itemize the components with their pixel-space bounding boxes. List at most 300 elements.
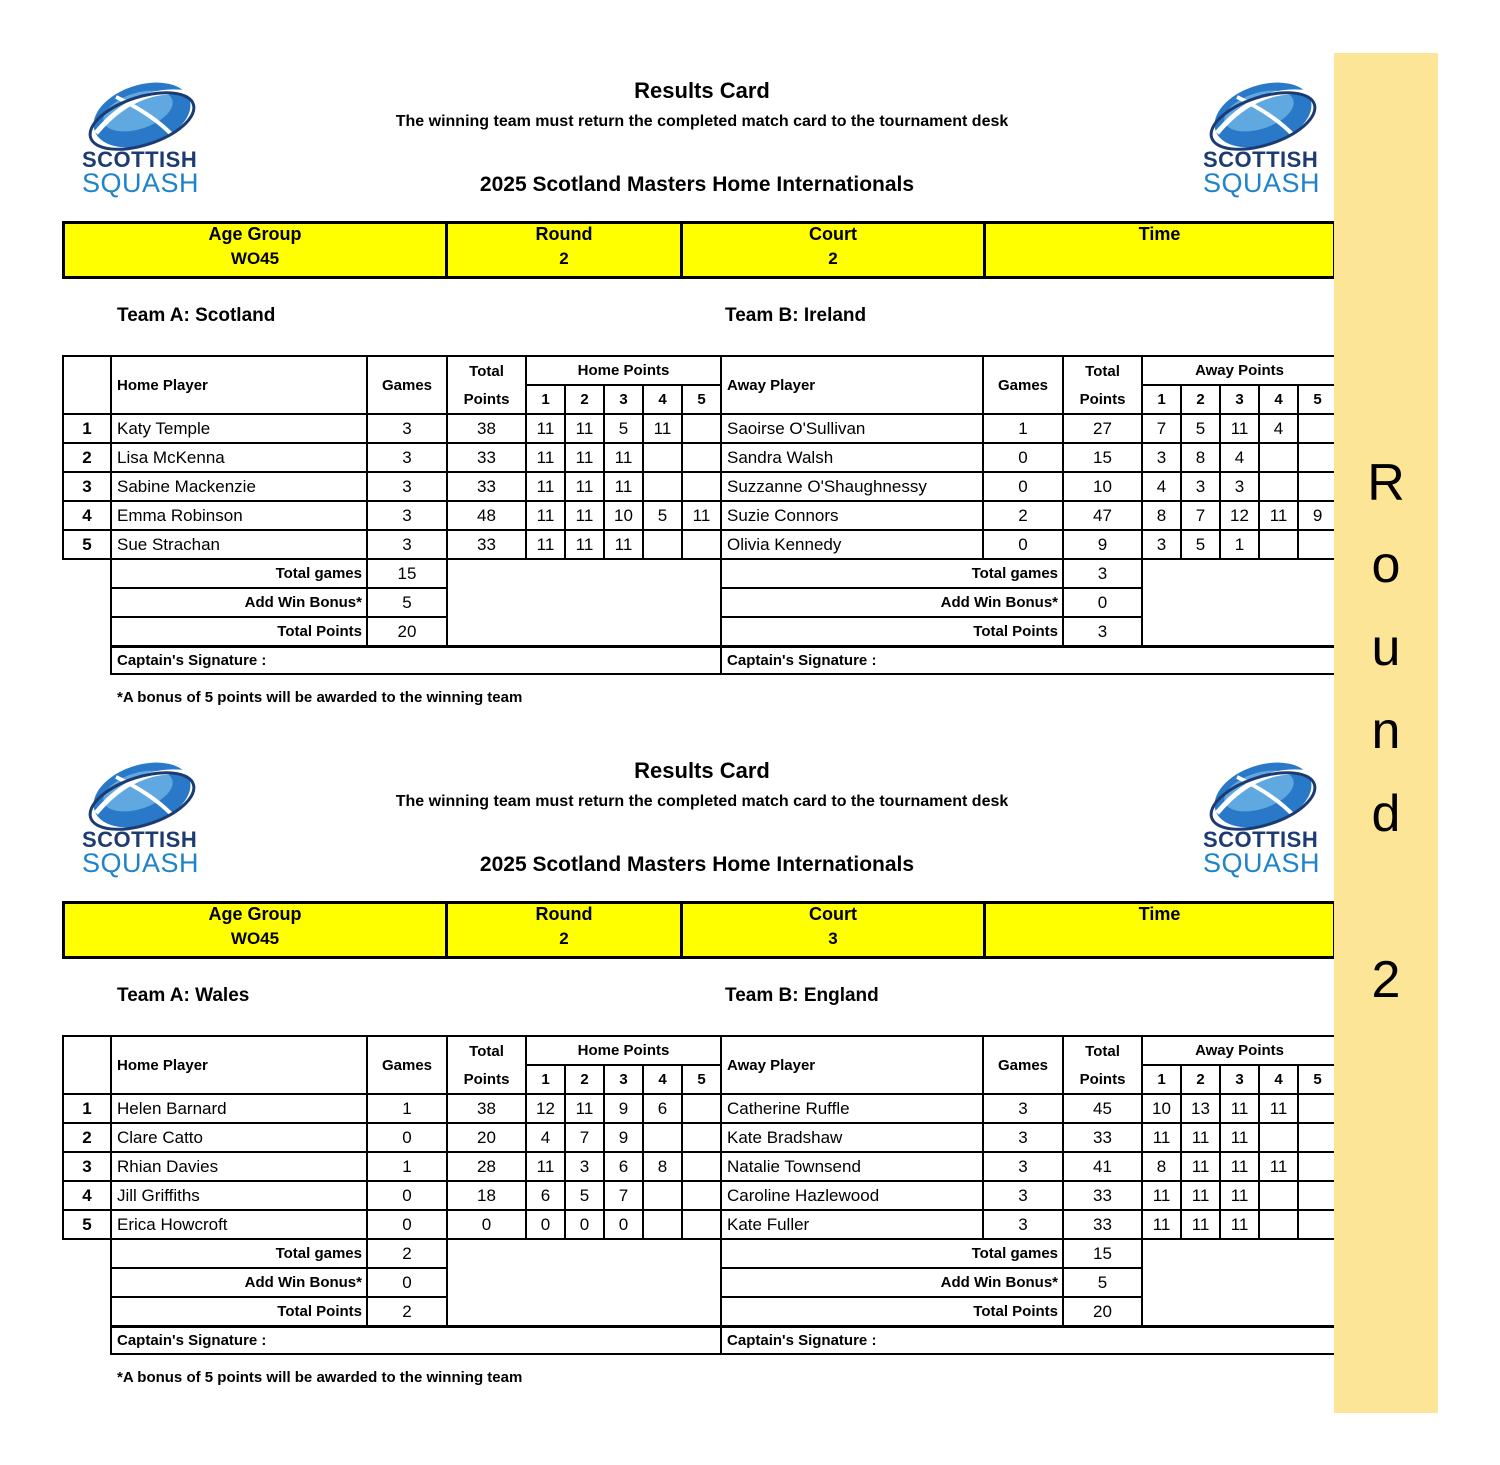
home-total-header: Total	[447, 1036, 526, 1065]
away-total-header: Total	[1063, 356, 1142, 385]
away-game-points: 11	[1181, 1152, 1220, 1181]
team-a-name: Team A: Wales	[117, 985, 250, 1006]
away-games: 3	[983, 1210, 1063, 1239]
home-game-points	[643, 530, 682, 559]
win-bonus-row	[63, 1268, 1337, 1297]
results-table	[62, 1035, 1337, 1355]
home-total-points: 33	[447, 472, 526, 501]
home-game-points: 11	[526, 472, 565, 501]
home-games: 0	[367, 1210, 447, 1239]
away-captain-signature[interactable]: Captain's Signature :	[721, 647, 1337, 674]
away-games: 3	[983, 1152, 1063, 1181]
away-game-points: 4	[1259, 414, 1298, 443]
court-value: 2	[828, 249, 838, 268]
away-player-name: Saoirse O'Sullivan	[721, 414, 983, 443]
home-total-points: 38	[447, 1094, 526, 1123]
total-points-away: 20	[1063, 1297, 1142, 1327]
total-points-row	[63, 1297, 1337, 1327]
away-game-points: 5	[1181, 414, 1220, 443]
home-game-points: 11	[526, 443, 565, 472]
away-game-points: 11	[1142, 1123, 1181, 1152]
home-games: 1	[367, 1152, 447, 1181]
table-row	[63, 501, 1337, 530]
table-row	[63, 414, 1337, 443]
home-player-name: Erica Howcroft	[111, 1210, 367, 1239]
total-games-away: 15	[1063, 1239, 1142, 1268]
home-total-points: 33	[447, 443, 526, 472]
away-player-header: Away Player	[721, 1036, 983, 1094]
home-games: 3	[367, 472, 447, 501]
team-b-name: Team B: Ireland	[725, 305, 867, 326]
home-game-number: 2	[565, 385, 604, 414]
home-game-points: 11	[565, 443, 604, 472]
away-total-points: 33	[1063, 1123, 1142, 1152]
win-bonus-row	[63, 588, 1337, 617]
home-game-points: 0	[604, 1210, 643, 1239]
away-games-header: Games	[983, 356, 1063, 414]
total-points-row	[63, 617, 1337, 647]
side-letter: d	[1371, 785, 1401, 843]
win-bonus-note: *A bonus of 5 points will be awarded to the winning team	[117, 1369, 523, 1386]
home-player-name: Katy Temple	[111, 414, 367, 443]
home-game-points: 0	[565, 1210, 604, 1239]
home-games: 3	[367, 414, 447, 443]
table-row	[63, 1210, 1337, 1239]
away-points-header: Away Points	[1142, 356, 1337, 385]
total-points-label-home: Total Points	[111, 1297, 367, 1327]
team-b-name: Team B: England	[725, 985, 879, 1006]
total-points-home: 2	[367, 1297, 447, 1327]
win-bonus-away: 5	[1063, 1268, 1142, 1297]
home-game-number: 3	[604, 1065, 643, 1094]
away-game-points: 11	[1220, 414, 1259, 443]
home-game-points: 11	[526, 530, 565, 559]
home-points-header: Home Points	[526, 356, 721, 385]
away-game-points: 11	[1142, 1181, 1181, 1210]
away-games: 3	[983, 1123, 1063, 1152]
away-game-number: 5	[1298, 385, 1337, 414]
logo-text-squash: SQUASH	[82, 848, 200, 878]
home-points-header: Home Points	[526, 1036, 721, 1065]
total-points-label-home: Total Points	[111, 617, 367, 647]
away-game-points: 11	[1259, 1094, 1298, 1123]
away-games: 0	[983, 443, 1063, 472]
home-games-header: Games	[367, 1036, 447, 1094]
away-game-points: 11	[1220, 1123, 1259, 1152]
logo-text-squash: SQUASH	[1203, 848, 1321, 878]
total-games-row	[63, 1239, 1337, 1268]
row-number: 2	[63, 443, 111, 472]
home-game-number: 1	[526, 1065, 565, 1094]
away-game-points	[1259, 1123, 1298, 1152]
away-game-points	[1298, 530, 1337, 559]
home-games-header: Games	[367, 356, 447, 414]
away-points-header: Away Points	[1142, 1036, 1337, 1065]
away-captain-signature[interactable]: Captain's Signature :	[721, 1327, 1337, 1354]
away-total-points: 45	[1063, 1094, 1142, 1123]
away-game-number: 1	[1142, 1065, 1181, 1094]
away-total-points: 15	[1063, 443, 1142, 472]
away-game-points: 11	[1220, 1094, 1259, 1123]
round-value: 2	[559, 929, 569, 948]
row-number: 3	[63, 1152, 111, 1181]
time-label: Time	[1138, 224, 1181, 244]
home-game-points: 6	[604, 1152, 643, 1181]
away-game-points: 10	[1142, 1094, 1181, 1123]
away-game-points: 11	[1181, 1210, 1220, 1239]
side-letter: 2	[1371, 951, 1401, 1009]
home-game-points: 11	[565, 501, 604, 530]
home-game-points: 11	[604, 530, 643, 559]
age-group-value: WO45	[230, 249, 280, 268]
away-points-subheader: Points	[1063, 1065, 1142, 1094]
away-total-points: 33	[1063, 1210, 1142, 1239]
home-games: 1	[367, 1094, 447, 1123]
side-letter: u	[1371, 619, 1401, 677]
row-number: 5	[63, 1210, 111, 1239]
away-player-name: Suzie Connors	[721, 501, 983, 530]
away-total-points: 10	[1063, 472, 1142, 501]
home-player-header: Home Player	[111, 356, 367, 414]
table-row	[63, 530, 1337, 559]
away-player-name: Natalie Townsend	[721, 1152, 983, 1181]
home-games: 3	[367, 501, 447, 530]
total-games-label-home: Total games	[111, 1239, 367, 1268]
home-game-points: 0	[526, 1210, 565, 1239]
row-number: 3	[63, 472, 111, 501]
home-captain-signature[interactable]: Captain's Signature :	[111, 1327, 721, 1354]
home-game-points: 3	[565, 1152, 604, 1181]
home-total-points: 18	[447, 1181, 526, 1210]
home-game-points: 11	[604, 472, 643, 501]
home-game-number: 1	[526, 385, 565, 414]
away-player-name: Kate Bradshaw	[721, 1123, 983, 1152]
home-game-points: 12	[526, 1094, 565, 1123]
card-instructions: The winning team must return the completed match card to the tournament desk	[395, 113, 1009, 130]
total-games-label-away: Total games	[721, 559, 1063, 588]
away-total-points: 47	[1063, 501, 1142, 530]
age-group-label: Age Group	[208, 904, 302, 924]
court-label: Court	[809, 224, 857, 244]
row-number: 4	[63, 501, 111, 530]
away-game-points: 7	[1142, 414, 1181, 443]
away-games: 3	[983, 1094, 1063, 1123]
away-game-points: 11	[1259, 1152, 1298, 1181]
home-player-name: Rhian Davies	[111, 1152, 367, 1181]
away-game-points: 3	[1181, 472, 1220, 501]
away-game-points: 8	[1142, 1152, 1181, 1181]
home-game-number: 2	[565, 1065, 604, 1094]
home-game-points: 9	[604, 1123, 643, 1152]
court-label: Court	[809, 904, 857, 924]
total-games-row	[63, 559, 1337, 588]
away-game-points: 3	[1142, 530, 1181, 559]
home-game-points: 11	[565, 1094, 604, 1123]
row-number: 5	[63, 530, 111, 559]
home-game-points	[682, 472, 721, 501]
away-game-number: 5	[1298, 1065, 1337, 1094]
away-player-name: Catherine Ruffle	[721, 1094, 983, 1123]
home-total-points: 38	[447, 414, 526, 443]
home-game-points: 11	[604, 443, 643, 472]
home-game-points	[682, 443, 721, 472]
court-value: 3	[828, 929, 838, 948]
home-games: 0	[367, 1123, 447, 1152]
home-game-points	[682, 1152, 721, 1181]
away-player-header: Away Player	[721, 356, 983, 414]
away-games: 3	[983, 1181, 1063, 1210]
home-total-points: 20	[447, 1123, 526, 1152]
away-game-points: 8	[1181, 443, 1220, 472]
away-game-points: 11	[1181, 1181, 1220, 1210]
away-game-points: 11	[1220, 1210, 1259, 1239]
win-bonus-label-home: Add Win Bonus*	[111, 588, 367, 617]
card-title: Results Card	[634, 758, 770, 783]
home-game-points	[682, 414, 721, 443]
away-game-points: 11	[1181, 1123, 1220, 1152]
away-game-points: 11	[1220, 1181, 1259, 1210]
away-total-points: 33	[1063, 1181, 1142, 1210]
away-game-points: 12	[1220, 501, 1259, 530]
team-a-name: Team A: Scotland	[117, 305, 276, 326]
row-number: 2	[63, 1123, 111, 1152]
away-player-name: Olivia Kennedy	[721, 530, 983, 559]
age-group-label: Age Group	[208, 224, 302, 244]
row-number: 1	[63, 1094, 111, 1123]
home-game-points	[643, 1123, 682, 1152]
home-game-number: 4	[643, 385, 682, 414]
total-points-home: 20	[367, 617, 447, 647]
away-total-points: 41	[1063, 1152, 1142, 1181]
results-card	[62, 53, 1336, 733]
logo-text-scottish: SCOTTISH	[82, 827, 198, 852]
home-total-header: Total	[447, 356, 526, 385]
table-row	[63, 443, 1337, 472]
home-game-points	[682, 1123, 721, 1152]
home-game-points: 11	[565, 530, 604, 559]
away-game-points	[1298, 1094, 1337, 1123]
away-player-name: Caroline Hazlewood	[721, 1181, 983, 1210]
event-title: 2025 Scotland Masters Home Internationals	[479, 173, 915, 196]
home-game-points: 11	[526, 414, 565, 443]
home-player-header: Home Player	[111, 1036, 367, 1094]
home-game-points	[643, 1181, 682, 1210]
home-games: 0	[367, 1181, 447, 1210]
round-value: 2	[559, 249, 569, 268]
home-player-name: Sue Strachan	[111, 530, 367, 559]
row-number: 4	[63, 1181, 111, 1210]
home-player-name: Clare Catto	[111, 1123, 367, 1152]
round-label: Round	[535, 224, 593, 244]
away-games: 0	[983, 530, 1063, 559]
home-player-name: Jill Griffiths	[111, 1181, 367, 1210]
match-info-bar	[62, 901, 1336, 959]
event-title: 2025 Scotland Masters Home Internationals	[479, 853, 915, 876]
home-game-points: 11	[565, 414, 604, 443]
total-games-label-away: Total games	[721, 1239, 1063, 1268]
away-game-points: 4	[1142, 472, 1181, 501]
home-game-points	[682, 1094, 721, 1123]
card-title: Results Card	[634, 78, 770, 103]
win-bonus-home: 0	[367, 1268, 447, 1297]
home-game-points: 7	[604, 1181, 643, 1210]
home-game-points	[643, 443, 682, 472]
home-game-points	[682, 1181, 721, 1210]
away-game-number: 2	[1181, 385, 1220, 414]
home-game-points: 5	[565, 1181, 604, 1210]
home-game-points: 4	[526, 1123, 565, 1152]
away-player-name: Suzzanne O'Shaughnessy	[721, 472, 983, 501]
logo-text-squash: SQUASH	[82, 168, 200, 198]
away-game-points	[1298, 1181, 1337, 1210]
home-player-name: Sabine Mackenzie	[111, 472, 367, 501]
home-game-points: 11	[526, 501, 565, 530]
home-total-points: 48	[447, 501, 526, 530]
away-game-points: 11	[1259, 501, 1298, 530]
win-bonus-label-away: Add Win Bonus*	[721, 588, 1063, 617]
round-side-label	[1334, 53, 1438, 1413]
away-game-points: 1	[1220, 530, 1259, 559]
home-game-points	[682, 530, 721, 559]
win-bonus-label-away: Add Win Bonus*	[721, 1268, 1063, 1297]
away-game-points	[1298, 1123, 1337, 1152]
home-captain-signature[interactable]: Captain's Signature :	[111, 647, 721, 674]
home-games: 3	[367, 530, 447, 559]
side-letter: n	[1371, 702, 1401, 760]
home-total-points: 28	[447, 1152, 526, 1181]
away-game-points: 8	[1142, 501, 1181, 530]
win-bonus-home: 5	[367, 588, 447, 617]
win-bonus-label-home: Add Win Bonus*	[111, 1268, 367, 1297]
home-player-name: Lisa McKenna	[111, 443, 367, 472]
away-game-points	[1259, 1181, 1298, 1210]
away-game-points: 13	[1181, 1094, 1220, 1123]
away-game-points	[1298, 472, 1337, 501]
total-games-home: 15	[367, 559, 447, 588]
home-total-points: 33	[447, 530, 526, 559]
table-row	[63, 1152, 1337, 1181]
home-game-number: 5	[682, 1065, 721, 1094]
away-game-points: 11	[1220, 1152, 1259, 1181]
away-game-number: 3	[1220, 385, 1259, 414]
total-games-home: 2	[367, 1239, 447, 1268]
away-player-name: Sandra Walsh	[721, 443, 983, 472]
home-game-points: 9	[604, 1094, 643, 1123]
away-game-points	[1298, 443, 1337, 472]
win-bonus-note: *A bonus of 5 points will be awarded to the winning team	[117, 689, 523, 706]
away-game-points: 4	[1220, 443, 1259, 472]
away-game-points: 5	[1181, 530, 1220, 559]
home-player-name: Helen Barnard	[111, 1094, 367, 1123]
side-letter: R	[1367, 454, 1405, 512]
away-game-number: 1	[1142, 385, 1181, 414]
home-game-points: 5	[604, 414, 643, 443]
away-total-header: Total	[1063, 1036, 1142, 1065]
home-game-points	[682, 1210, 721, 1239]
away-game-number: 4	[1259, 1065, 1298, 1094]
time-label: Time	[1138, 904, 1181, 924]
away-game-points: 9	[1298, 501, 1337, 530]
away-games: 0	[983, 472, 1063, 501]
home-game-points: 11	[643, 414, 682, 443]
away-game-points	[1298, 1152, 1337, 1181]
away-game-number: 4	[1259, 385, 1298, 414]
results-table	[62, 355, 1337, 675]
total-games-away: 3	[1063, 559, 1142, 588]
logo-text-scottish: SCOTTISH	[1203, 147, 1319, 172]
away-game-points: 11	[1142, 1210, 1181, 1239]
logo-text-squash: SQUASH	[1203, 168, 1321, 198]
home-game-number: 5	[682, 385, 721, 414]
away-game-points: 3	[1142, 443, 1181, 472]
away-games: 1	[983, 414, 1063, 443]
home-game-points: 6	[643, 1094, 682, 1123]
home-game-points: 8	[643, 1152, 682, 1181]
total-points-label-away: Total Points	[721, 617, 1063, 647]
home-game-points: 11	[682, 501, 721, 530]
card-instructions: The winning team must return the completed match card to the tournament desk	[395, 793, 1009, 810]
side-letter: o	[1371, 536, 1401, 594]
away-game-points	[1259, 1210, 1298, 1239]
away-game-points	[1259, 443, 1298, 472]
away-player-name: Kate Fuller	[721, 1210, 983, 1239]
total-points-away: 3	[1063, 617, 1142, 647]
away-game-number: 3	[1220, 1065, 1259, 1094]
home-game-points: 11	[526, 1152, 565, 1181]
total-games-label-home: Total games	[111, 559, 367, 588]
home-games: 3	[367, 443, 447, 472]
win-bonus-away: 0	[1063, 588, 1142, 617]
away-game-points	[1298, 1210, 1337, 1239]
home-game-number: 3	[604, 385, 643, 414]
away-game-number: 2	[1181, 1065, 1220, 1094]
home-points-subheader: Points	[447, 1065, 526, 1094]
away-game-points	[1259, 472, 1298, 501]
home-game-points	[643, 1210, 682, 1239]
away-total-points: 9	[1063, 530, 1142, 559]
logo-text-scottish: SCOTTISH	[82, 147, 198, 172]
table-row	[63, 1181, 1337, 1210]
home-game-points: 6	[526, 1181, 565, 1210]
home-points-subheader: Points	[447, 385, 526, 414]
table-row	[63, 472, 1337, 501]
away-games-header: Games	[983, 1036, 1063, 1094]
home-game-points: 7	[565, 1123, 604, 1152]
row-number: 1	[63, 414, 111, 443]
home-game-points: 5	[643, 501, 682, 530]
home-game-number: 4	[643, 1065, 682, 1094]
results-card	[62, 733, 1336, 1413]
away-game-points	[1259, 530, 1298, 559]
home-game-points: 10	[604, 501, 643, 530]
away-game-points: 7	[1181, 501, 1220, 530]
total-points-label-away: Total Points	[721, 1297, 1063, 1327]
away-games: 2	[983, 501, 1063, 530]
round-label: Round	[535, 904, 593, 924]
table-row	[63, 1094, 1337, 1123]
match-info-bar	[62, 221, 1336, 279]
away-game-points	[1298, 414, 1337, 443]
home-game-points: 11	[565, 472, 604, 501]
away-total-points: 27	[1063, 414, 1142, 443]
away-game-points: 3	[1220, 472, 1259, 501]
table-row	[63, 1123, 1337, 1152]
home-total-points: 0	[447, 1210, 526, 1239]
home-player-name: Emma Robinson	[111, 501, 367, 530]
logo-text-scottish: SCOTTISH	[1203, 827, 1319, 852]
home-game-points	[643, 472, 682, 501]
away-points-subheader: Points	[1063, 385, 1142, 414]
